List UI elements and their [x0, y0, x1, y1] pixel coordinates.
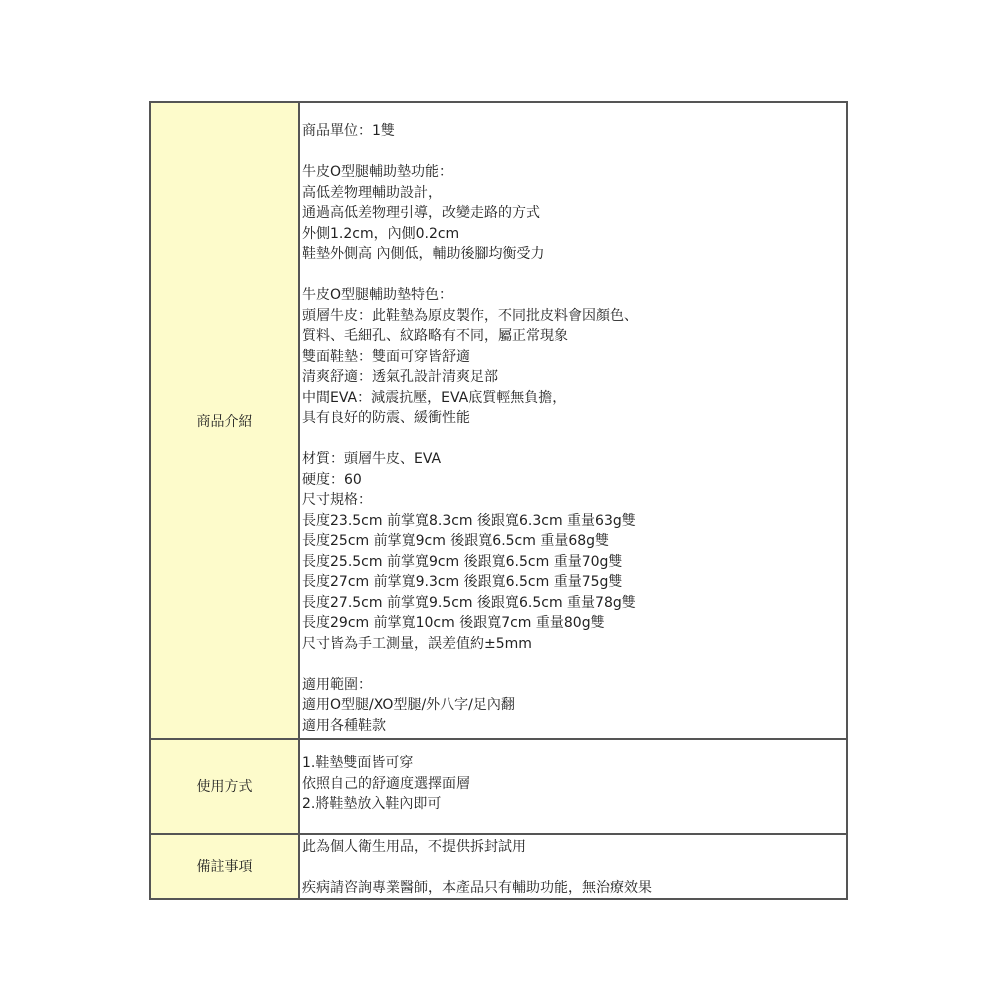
text-line: 通過高低差物理引導，改變走路的方式	[302, 205, 540, 221]
table-row	[150, 739, 847, 834]
text-line: 商品單位：1雙	[302, 123, 395, 139]
section-heading: 牛皮O型腿輔助墊特色：	[302, 287, 454, 303]
row-content	[299, 739, 847, 834]
text-line: 中間EVA：減震抗壓，EVA底質輕無負擔，	[302, 389, 567, 406]
size-spec-line: 長度27cm 前掌寬9.3cm 後跟寬6.5cm 重量75g雙	[302, 574, 623, 590]
table-row	[150, 834, 847, 900]
text-line: 清爽舒適：透氣孔設計清爽足部	[302, 369, 498, 385]
text-line: 適用O型腿/XO型腿/外八字/足內翻	[302, 697, 515, 713]
table-row	[150, 102, 847, 739]
text-line: 質料、毛細孔、紋路略有不同，屬正常現象	[302, 328, 568, 344]
text-line: 雙面鞋墊：雙面可穿皆舒適	[302, 348, 470, 365]
text-line: 疾病請咨詢專業醫師，本產品只有輔助功能，無治療效果	[302, 879, 652, 896]
section-heading: 適用範圍：	[302, 676, 372, 693]
text-line: 鞋墊外側高 內側低，輔助後腳均衡受力	[302, 246, 545, 262]
text-line: 外側1.2cm，內側0.2cm	[302, 225, 460, 242]
blank-line	[302, 429, 846, 450]
text-line: 具有良好的防震、緩衝性能	[302, 410, 470, 426]
row-label: 使用方式	[150, 739, 299, 834]
size-spec-line: 長度27.5cm 前掌寬9.5cm 後跟寬6.5cm 重量78g雙	[302, 594, 636, 611]
text-line: 高低差物理輔助設計，	[302, 184, 442, 201]
size-spec-line: 長度29cm 前掌寬10cm 後跟寬7cm 重量80g雙	[302, 615, 605, 631]
row-label: 備註事項	[150, 834, 299, 900]
blank-line	[302, 265, 846, 286]
product-spec-table	[149, 101, 848, 900]
section-heading: 尺寸規格：	[302, 492, 372, 508]
blank-line	[302, 857, 846, 878]
text-line: 硬度：60	[302, 471, 362, 488]
text-line: 適用各種鞋款	[302, 717, 386, 734]
text-line: 尺寸皆為手工測量，誤差值約±5mm	[302, 635, 532, 652]
size-spec-line: 長度25.5cm 前掌寬9cm 後跟寬6.5cm 重量70g雙	[302, 553, 623, 570]
text-line: 頭層牛皮：此鞋墊為原皮製作，不同批皮料會因顏色、	[302, 307, 638, 324]
row-label: 商品介紹	[150, 102, 299, 739]
text-line: 材質：頭層牛皮、EVA	[302, 451, 442, 467]
section-heading: 牛皮O型腿輔助墊功能：	[302, 164, 454, 180]
row-content	[299, 834, 847, 900]
size-spec-line: 長度23.5cm 前掌寬8.3cm 後跟寬6.3cm 重量63g雙	[302, 512, 636, 529]
text-line: 1.鞋墊雙面皆可穿	[302, 755, 414, 771]
text-line: 依照自己的舒適度選擇面層	[302, 775, 470, 792]
text-line: 此為個人衛生用品，不提供拆封試用	[302, 838, 526, 855]
blank-line	[302, 142, 846, 163]
text-line: 2.將鞋墊放入鞋內即可	[302, 796, 442, 812]
row-content	[299, 102, 847, 739]
blank-line	[302, 654, 846, 675]
size-spec-line: 長度25cm 前掌寬9cm 後跟寬6.5cm 重量68g雙	[302, 533, 610, 549]
